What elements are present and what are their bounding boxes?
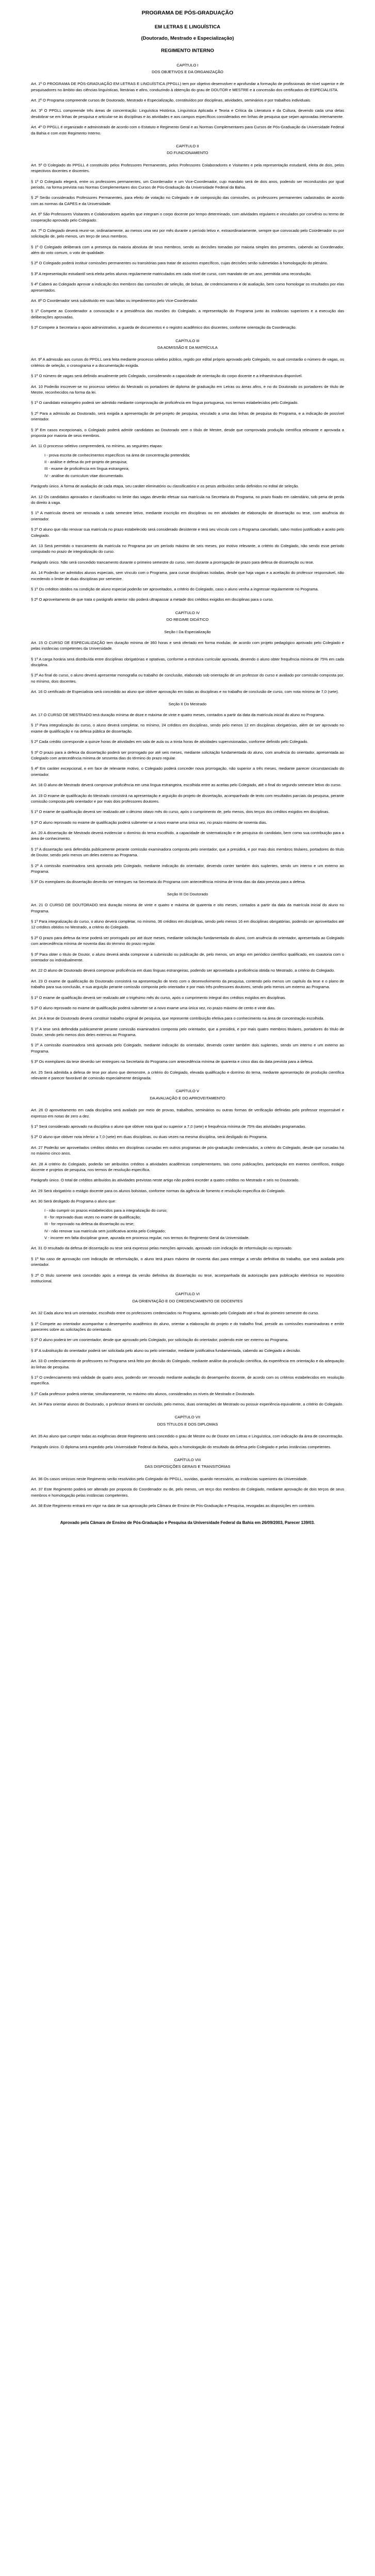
article-paragraph: § 1º Será considerado aprovado na disciplina o aluno que obtiver nota igual ou superior a 7,0 (sete) e frequência mínima de 75% das atividades programadas.	[31, 1124, 306, 1129]
article-paragraph: § 1º O candidato estrangeiro poderá ser admitido mediante comprovação de proficiência em língua portuguesa, nos termos estabelecidos pelo Colegiado.	[31, 400, 299, 405]
article-paragraph: Art. 2º O Programa compreende cursos de Doutorado, Mestrado e Especialização, constituídos por disciplinas, atividades, seminários e por trabalhos individuais.	[31, 98, 312, 103]
chapter-title: DA AVALIAÇÃO E DO APROVEITAMENTO	[150, 1095, 225, 1100]
list-item: I - não cumprir os prazos estabelecidos para a integralização do curso;	[44, 1208, 168, 1213]
article-paragraph: § 1º A dissertação será defendida publicamente perante comissão examinadora composta pelo orientador, que a presidirá, e por mais dois membros titulares, portadores do título de Doutor, sendo pelo menos um deles externo ao Programa.	[31, 846, 344, 858]
article-paragraph: § 1º Compete ao orientador acompanhar o desempenho acadêmico do aluno, orientar a elaboração do projeto e do trabalho final, presidir as comissões examinadoras e emitir pareceres sobre as solicitações do orientando.	[31, 1321, 344, 1332]
article-paragraph: § 3º O prazo para a defesa da dissertação poderá ser prorrogado por até seis meses, mediante solicitação fundamentada do aluno, com anuência do orientador, apresentada ao Colegiado com antecedência mínima de sessenta dias do término do prazo regular.	[31, 750, 344, 760]
article-paragraph: Art. 11 O processo seletivo compreenderá, no mínimo, as seguintes etapas:	[31, 444, 163, 449]
article-paragraph: Art. 17 O CURSO DE MESTRADO terá duração mínima de doze e máxima de vinte e quatro meses, contados a partir da data da matrícula inicial do aluno no Programa.	[31, 713, 325, 718]
article-paragraph: § 2º O aluno reprovado no exame de qualificação poderá submeter-se a novo exame uma única vez, no prazo máximo de noventa dias.	[31, 820, 267, 825]
article-paragraph: § 2º Compete à Secretaria o apoio administrativo, a guarda de documentos e o registro acadêmico dos discentes, conforme orientação da Coordenação.	[31, 325, 297, 330]
article-paragraph: Art. 34 Para orientar alunos de Doutorado, o professor deverá ter concluído, pelo menos, duas orientações de Mestrado ou possuir experiência equivalente, a critério do Colegiado.	[31, 1402, 344, 1407]
article-paragraph: Art. 24 A tese de Doutorado deverá constituir trabalho original de pesquisa, que represente contribuição efetiva para o conhecimento na área de concentração escolhida.	[31, 1016, 324, 1021]
article-paragraph: Art. 14 Poderão ser admitidos alunos especiais, sem vínculo com o Programa, para cursar disciplinas isoladas, desde que haja vagas e a aceitação do professor responsável, não excedendo o limite de duas disciplinas por semestre.	[31, 570, 344, 581]
list-item: II - análise e defesa do pré-projeto de pesquisa;	[44, 460, 127, 465]
article-paragraph: Art. 22 O aluno de Doutorado deverá comprovar proficiência em duas línguas estrangeiras, podendo ser aproveitada a proficiência obtida no Mestrado, a critério do Colegiado.	[31, 968, 335, 973]
section-title: Seção III Do Doutorado	[167, 891, 208, 896]
article-paragraph: § 2º Ao final do curso, o aluno deverá apresentar monografia ou trabalho de conclusão, elaborado sob orientação de um professor do curso e avaliado por comissão composta por, no mínimo, dois docentes.	[31, 673, 344, 684]
article-paragraph: § 2º O título somente será concedido após a entrega da versão definitiva da dissertação ou tese, acompanhada da autorização para publicação eletrônica no repositório institucional.	[31, 1273, 344, 1284]
article-paragraph: § 2º O aluno que não renovar sua matrícula no prazo estabelecido será considerado desistente e terá seu vínculo com o Programa cancelado, salvo motivo justificado e aceito pelo Colegiado.	[31, 527, 344, 538]
article-paragraph: Art. 1º O PROGRAMA DE PÓS-GRADUAÇÃO EM LETRAS E LINGUÍSTICA (PPGLL) tem por objetivo desenvolver e aprofundar a formação de profissionais de nível superior e de pesquisadores no âmbito das ciências linguísticas, literárias e afins, conduzindo à obtenção do grau de DOUTOR e MESTRE e à concessão dos certificados de ESPECIALISTA.	[31, 81, 344, 92]
article-paragraph: § 4º Caberá ao Colegiado aprovar a indicação dos membros das comissões de seleção, de bolsas, de credenciamento e de avaliação, bem como homologar os resultados por elas apresentados.	[31, 282, 344, 293]
chapter-number: CAPÍTULO IV	[175, 610, 200, 615]
article-paragraph: § 1º A carga horária será distribuída entre disciplinas obrigatórias e optativas, conforme a estrutura curricular aprovada, devendo o aluno obter frequência mínima de 75% em cada disciplina.	[31, 656, 344, 668]
article-paragraph: § 1º Para integralização do curso, o aluno deverá completar, no mínimo, 24 créditos em disciplinas, sendo pelo menos 12 em disciplinas obrigatórias, além de ser aprovado no exame de qualificação e na defesa pública de dissertação.	[31, 723, 344, 734]
document-title: REGIMENTO INTERNO	[161, 48, 214, 54]
article-paragraph: § 1º O exame de qualificação deverá ser realizado até o trigésimo mês do curso, após o cumprimento integral dos créditos exigidos em disciplinas.	[31, 995, 286, 1000]
list-item: IV - não renovar sua matrícula sem justificativa aceita pelo Colegiado;	[44, 1228, 166, 1233]
article-paragraph: Art. 12 Os candidatos aprovados e classificados no limite das vagas deverão efetuar sua matrícula na Secretaria do Programa, no prazo fixado em calendário, sob pena de perda do direito à vaga.	[31, 494, 344, 505]
article-paragraph: Art. 38 Este Regimento entrará em vigor na data de sua aprovação pela Câmara de Ensino de Pós-Graduação e Pesquisa, revogadas as disposições em contrário.	[31, 1503, 315, 1508]
article-paragraph: § 3º Os exemplares da dissertação deverão ser entregues na Secretaria do Programa com antecedência mínima de trinta dias da data prevista para a defesa.	[31, 879, 306, 885]
list-item: III - exame de proficiência em língua estrangeira;	[44, 466, 129, 471]
article-paragraph: Art. 23 O exame de qualificação do Doutorado consistirá na apresentação de texto com o desenvolvimento da pesquisa, contendo pelo menos um capítulo da tese e o plano de trabalho para sua conclusão, e sua arguição perante comissão composta pelo orientador e por mais três professores doutores, sendo pelo menos um externo ao Programa.	[31, 978, 344, 990]
article-paragraph: Art. 21 O CURSO DE DOUTORADO terá duração mínima de vinte e quatro e máxima de quarenta e oito meses, contados a partir da data da matrícula inicial do aluno no Programa.	[31, 903, 344, 913]
article-paragraph: Art. 29 Será obrigatório o estágio docente para os alunos bolsistas, conforme normas da agência de fomento e resolução específica do Colegiado.	[31, 1188, 286, 1193]
program-subtitle: EM LETRAS E LINGUÍSTICA	[154, 24, 221, 30]
article-paragraph: § 2º A comissão examinadora será aprovada pelo Colegiado, mediante indicação do orientador, devendo conter também dois suplentes, sendo um interno e um externo ao Programa.	[31, 863, 344, 874]
article-paragraph: § 2º Cada crédito corresponde a quinze horas de atividades em sala de aula ou a trinta horas de atividades supervisionadas, conforme definido pelo Colegiado.	[31, 739, 308, 744]
article-paragraph: Art. 3º O PPGLL compreende três áreas de concentração: Linguística Histórica, Linguística Aplicada e Teoria e Crítica da Literatura e da Cultura, devendo cada uma delas desdobrar-se em linhas de pesquisa e articular-se às disciplinas e às atividades e aos campos específicos considerados em linhas de pesquisa que sejam aprovadas internamente.	[31, 108, 344, 119]
chapter-title: DO REGIME DIDÁTICO	[166, 617, 209, 622]
article-paragraph: Art. 36 Os casos omissos neste Regimento serão resolvidos pelo Colegiado do PPGLL, ouvidas, quando necessário, as instâncias superiores da Universidade.	[31, 1476, 308, 1481]
article-paragraph: § 2º O aproveitamento de que trata o parágrafo anterior não poderá ultrapassar a metade dos créditos exigidos em disciplinas para o curso.	[31, 597, 274, 602]
article-paragraph: § 3º Os exemplares da tese deverão ser entregues na Secretaria do Programa com antecedência mínima de quarenta e cinco dias da data prevista para a defesa.	[31, 1059, 314, 1064]
article-paragraph: Art. 37 Este Regimento poderá ser alterado por proposta do Coordenador ou de, pelo menos, um terço dos membros do Colegiado, mediante aprovação de dois terços de seus membros e homologação pelas instâncias competentes.	[31, 1487, 344, 1498]
article-paragraph: Art. 28 A critério do Colegiado, poderão ser atribuídos créditos a atividades acadêmicas complementares, tais como publicações, participação em eventos científicos, estágio docente e projetos de pesquisa, nos termos de resolução específica.	[31, 1161, 344, 1172]
article-paragraph: Art. 16 O certificado de Especialista será concedido ao aluno que obtiver aprovação em todas as disciplinas e no trabalho de conclusão de curso, com nota mínima de 7,0 (sete).	[31, 689, 339, 694]
program-levels: (Doutorado, Mestrado e Especialização)	[141, 36, 234, 41]
article-paragraph: § 2º O prazo para defesa da tese poderá ser prorrogado por até doze meses, mediante solicitação fundamentada do aluno, com anuência do orientador, apresentada ao Colegiado com antecedência mínima de noventa dias do término do prazo regular.	[31, 935, 344, 946]
article-paragraph: § 3º Em casos excepcionais, o Colegiado poderá admitir candidatos ao Doutorado sem o título de Mestre, desde que comprovada produção científica relevante e aprovada a proposta por maioria de seus membros.	[31, 427, 344, 438]
article-paragraph: Art. 26 O aproveitamento em cada disciplina será avaliado por meio de provas, trabalhos, seminários ou outras formas de verificação definidas pelo professor responsável e expresso em notas de zero a dez.	[31, 1108, 344, 1118]
chapter-title: DO FUNCIONAMENTO	[167, 150, 208, 156]
article-paragraph: Art. 6º São Professores Visitantes e Colaboradores aqueles que integram o corpo docente por tempo determinado, com atividades regulares e vinculados por convênio ou termo de cooperação aprovado pelo Colegiado.	[31, 212, 344, 223]
article-paragraph: § 2º O aluno reprovado no exame de qualificação poderá submeter-se a novo exame uma única vez, no prazo máximo de cento e vinte dias.	[31, 1005, 275, 1010]
article-paragraph: § 1º Compete ao Coordenador a convocação e a presidência das reuniões do Colegiado, a representação do Programa junto às instâncias superiores e a execução das deliberações aprovadas.	[31, 309, 344, 319]
article-paragraph: Art. 31 O resultado da defesa de dissertação ou tese será expresso pelas menções aprovado, aprovado com indicação de reformulação ou reprovado.	[31, 1246, 292, 1251]
article-paragraph: Art. 32 Cada aluno terá um orientador, escolhido entre os professores credenciados no Programa, aprovado pelo Colegiado até o final do primeiro semestre do curso.	[31, 1311, 319, 1316]
regiment-body	[31, 62, 344, 1509]
article-paragraph: Art. 20 A dissertação de Mestrado deverá evidenciar o domínio do tema escolhido, a capacidade de sistematização e de pesquisa do candidato, bem como sua contribuição para a área de conhecimento.	[31, 831, 344, 841]
article-paragraph: § 1º Os créditos obtidos na condição de aluno especial poderão ser aproveitados, a critério do Colegiado, caso o aluno venha a ingressar regularmente no Programa.	[31, 586, 319, 591]
chapter-title: DOS OBJETIVOS E DA ORGANIZAÇÃO	[152, 69, 223, 74]
chapter-title: DAS DISPOSIÇÕES GERAIS E TRANSITÓRIAS	[144, 1464, 231, 1469]
article-paragraph: § 2º Cada professor poderá orientar, simultaneamente, no máximo oito alunos, considerados os níveis de Mestrado e Doutorado.	[31, 1391, 255, 1396]
article-paragraph: Art. 18 O aluno de Mestrado deverá comprovar proficiência em uma língua estrangeira, escolhida entre as aceitas pelo Colegiado, até o final do segundo semestre letivo do curso.	[31, 783, 341, 788]
chapter-number: CAPÍTULO III	[175, 338, 200, 343]
article-paragraph: § 1º No caso de aprovação com indicação de reformulação, o aluno terá prazo máximo de noventa dias para entregar a versão definitiva do trabalho, que será avaliada pelo orientador.	[31, 1256, 344, 1267]
article-paragraph: § 2º O Colegiado poderá instituir comissões permanentes ou transitórias para tratar de assuntos específicos, cujas decisões serão submetidas à homologação do plenário.	[31, 261, 328, 266]
article-paragraph: § 3º A representação estudantil será eleita pelos alunos regularmente matriculados em cada nível de curso, com mandato de um ano, permitida uma recondução.	[31, 271, 312, 276]
chapter-number: CAPÍTULO VI	[175, 1292, 200, 1297]
chapter-title: DA ORIENTAÇÃO E DO CREDENCIAMENTO DE DOCENTES	[132, 1298, 243, 1303]
chapter-number: CAPÍTULO VII	[174, 1415, 201, 1420]
article-paragraph: Parágrafo único. O total de créditos atribuídos às atividades previstas neste artigo não poderá exceder a quatro créditos no Mestrado e seis no Doutorado.	[31, 1178, 300, 1183]
article-paragraph: § 4º Em caráter excepcional, e em face de relevante motivo, o Colegiado poderá conceder nova prorrogação, não superior a três meses, mediante parecer circunstanciado do orientador.	[31, 766, 344, 777]
section-title: Seção I Da Especialização	[164, 629, 211, 634]
article-paragraph: Art. 33 O credenciamento de professores no Programa será feito por decisão do Colegiado, mediante análise da produção científica, da experiência em orientação e da adequação às linhas de pesquisa.	[31, 1359, 344, 1369]
article-paragraph: § 1º O número de vagas será definido anualmente pelo Colegiado, considerando a capacidade de orientação do corpo docente e a infraestrutura disponível.	[31, 374, 303, 379]
article-paragraph: § 2º A comissão examinadora será aprovada pelo Colegiado, mediante indicação do orientador, devendo conter também dois suplentes, sendo um interno e um externo ao Programa.	[31, 1043, 344, 1054]
article-paragraph: § 3º Para obter o título de Doutor, o aluno deverá ainda comprovar a submissão ou publicação de, pelo menos, um artigo em periódico científico qualificado, em coautoria com o orientador ou individualmente.	[31, 952, 344, 962]
article-paragraph: Art. 13 Será permitido o trancamento da matrícula no Programa por um período máximo de seis meses, por motivo relevante, a critério do Colegiado, não sendo esse período computado no prazo de integralização do curso.	[31, 543, 344, 554]
article-paragraph: Art. 10 Poderão inscrever-se no processo seletivo do Mestrado os portadores de diploma de graduação em Letras ou áreas afins, e no do Doutorado os portadores de título de Mestre, reconhecidos na forma da lei.	[31, 384, 344, 395]
list-item: III - for reprovado na defesa da dissertação ou tese;	[44, 1222, 135, 1227]
article-paragraph: Parágrafo único. A forma de avaliação de cada etapa, seu caráter eliminatório ou classificatório e os pesos atribuídos serão definidos no edital de seleção.	[31, 484, 299, 489]
item-list	[31, 1208, 344, 1241]
article-paragraph: § 1º A tese será defendida publicamente perante comissão examinadora composta pelo orientador, que a presidirá, e por mais quatro membros titulares, portadores do título de Doutor, sendo pelo menos dois deles externos ao Programa.	[31, 1026, 344, 1038]
chapter-number: CAPÍTULO II	[176, 144, 199, 149]
article-paragraph: § 3º A substituição do orientador poderá ser solicitada pelo aluno ou pelo orientador, mediante justificativa fundamentada, cabendo ao Colegiado a decisão.	[31, 1348, 301, 1353]
section-title: Seção II Do Mestrado	[168, 701, 207, 706]
article-paragraph: Art. 19 O exame de qualificação do Mestrado consistirá na apresentação e arguição do projeto de dissertação, acompanhado de texto com resultados parciais da pesquisa, perante comissão composta pelo orientador e por mais dois professores doutores.	[31, 793, 344, 804]
program-title: PROGRAMA DE PÓS-GRADUAÇÃO	[141, 10, 234, 16]
article-paragraph: § 2º Serão considerados Professores Permanentes, para efeito de votação no Colegiado e de composição das comissões, os professores permanentes cadastrados de acordo com as normas da CAPES e da Universidade.	[31, 195, 344, 206]
article-paragraph: Parágrafo único. Não será concedido trancamento durante o primeiro semestre do curso, nem durante a prorrogação de prazo para defesa de dissertação ou tese.	[31, 560, 314, 565]
article-paragraph: Art. 30 Será desligado do Programa o aluno que:	[31, 1199, 117, 1204]
article-paragraph: Art. 27 Poderão ser aproveitados créditos obtidos em disciplinas cursadas em outros programas de pós-graduação credenciados, a critério do Colegiado, desde que cursadas há no máximo cinco anos.	[31, 1145, 344, 1156]
article-paragraph: § 1º Para integralização do curso, o aluno deverá completar, no mínimo, 36 créditos em disciplinas, sendo pelo menos 16 em disciplinas obrigatórias, podendo ser aproveitados até 12 créditos obtidos no Mestrado, a critério do Colegiado.	[31, 919, 344, 930]
article-paragraph: § 1º A matrícula deverá ser renovada a cada semestre letivo, mediante inscrição em disciplinas ou em atividades de elaboração de dissertação ou tese, com anuência do orientador.	[31, 511, 344, 521]
article-paragraph: Art. 8º O Coordenador será substituído em suas faltas ou impedimentos pelo Vice-Coordenador.	[31, 298, 198, 303]
approval-note: Aprovado pela Câmara de Ensino de Pós-Graduação e Pesquisa da Universidade Federal da Bahia em 26/09/2003, Parecer 139/03.	[60, 1520, 315, 1526]
list-item: IV - análise do curriculum vitae documentado.	[44, 473, 124, 478]
article-paragraph: § 2º Para a admissão ao Doutorado, será exigida a apresentação de pré-projeto de pesquisa, vinculado a uma das linhas de pesquisa do Programa, e a indicação de possível orientador.	[31, 411, 344, 422]
article-paragraph: § 1º O credenciamento terá validade de quatro anos, podendo ser renovado mediante avaliação do desempenho docente, de acordo com os critérios estabelecidos em resolução específica.	[31, 1375, 344, 1386]
article-paragraph: Art. 25 Será admitida a defesa de tese por aluno que demonstre, a critério do Colegiado, elevada qualificação e domínio do tema, mediante apresentação de produção científica relevante e parecer favorável de comissão especialmente designada.	[31, 1070, 344, 1081]
chapter-number: CAPÍTULO V	[175, 1089, 200, 1094]
article-paragraph: Art. 9º A admissão aos cursos do PPGLL será feita mediante processo seletivo público, regido por edital próprio aprovado pelo Colegiado, no qual constarão o número de vagas, os critérios de seleção, o cronograma e a documentação exigida.	[31, 357, 344, 368]
article-paragraph: § 2º O aluno que obtiver nota inferior a 7,0 (sete) em duas disciplinas, ou duas vezes na mesma disciplina, será desligado do Programa.	[31, 1134, 268, 1140]
article-paragraph: Art. 7º O Colegiado deverá reunir-se, ordinariamente, ao menos uma vez por mês durante o período letivo e, extraordinariamente, sempre que convocado pelo Coordenador ou por solicitação de, pelo menos, um terço de seus membros.	[31, 228, 344, 239]
item-list	[31, 452, 344, 479]
list-item: I - prova escrita de conhecimentos específicos na área de concentração pretendida;	[44, 452, 190, 457]
article-paragraph: § 1º O exame de qualificação deverá ser realizado até o décimo oitavo mês do curso, após o cumprimento de, pelo menos, dois terços dos créditos exigidos em disciplinas.	[31, 809, 330, 815]
article-paragraph: Parágrafo único. O diploma será expedido pela Universidade Federal da Bahia, após a homologação do resultado da defesa pelo Colegiado e pelas instâncias competentes.	[31, 1444, 332, 1449]
chapter-number: CAPÍTULO VIII	[174, 1458, 201, 1463]
article-paragraph: § 1º O Colegiado deliberará com a presença da maioria absoluta de seus membros, sendo as decisões tomadas por maioria simples dos presentes, cabendo ao Coordenador, além do voto comum, o voto de qualidade.	[31, 244, 344, 256]
article-paragraph: § 1º O Colegiado elegerá, entre os professores permanentes, um Coordenador e um Vice-Coordenador, cujo mandato será de dois anos, podendo ser reconduzidos por igual período, na forma prevista nas Normas Complementares dos Cursos de Pós-Graduação da Universidade Federal da Bahia.	[31, 179, 344, 190]
chapter-number: CAPÍTULO I	[176, 62, 199, 67]
list-item: II - for reprovado duas vezes no exame de qualificação;	[44, 1214, 141, 1219]
article-paragraph: Art. 5º O Colegiado do PPGLL é constituído pelos Professores Permanentes, pelos Professores Colaboradores e Visitantes e pela representação estudantil, eleita de dois, pelos respectivos docentes e discentes.	[31, 162, 344, 174]
chapter-title: DOS TÍTULOS E DOS DIPLOMAS	[157, 1421, 218, 1427]
list-item: V - incorrer em falta disciplinar grave, apurada em processo regular, nos termos do Regimento Geral da Universidade.	[44, 1235, 250, 1241]
article-paragraph: Art. 15 O CURSO DE ESPECIALIZAÇÃO tem duração mínima de 360 horas e será ofertado em forma modular, de acordo com projeto pedagógico aprovado pelo Colegiado e pelas instâncias competentes da Universidade.	[31, 640, 344, 651]
article-paragraph: § 2º O aluno poderá ter um coorientador, desde que aprovado pelo Colegiado, por solicitação do orientador, podendo este ser externo ao Programa.	[31, 1337, 289, 1343]
article-paragraph: Art. 4º O PPGLL é organizado e administrado de acordo com o Estatuto e Regimento Geral e as Normas Complementares para Cursos de Pós-Graduação da Universidade Federal da Bahia e com este Regimento Interno.	[31, 125, 344, 135]
chapter-title: DA ADMISSÃO E DA MATRÍCULA	[157, 345, 218, 350]
article-paragraph: Art. 35 Ao aluno que cumprir todas as exigências deste Regimento será concedido o grau de Mestre ou de Doutor em Letras e Linguística, com indicação da área de concentração.	[31, 1434, 344, 1439]
